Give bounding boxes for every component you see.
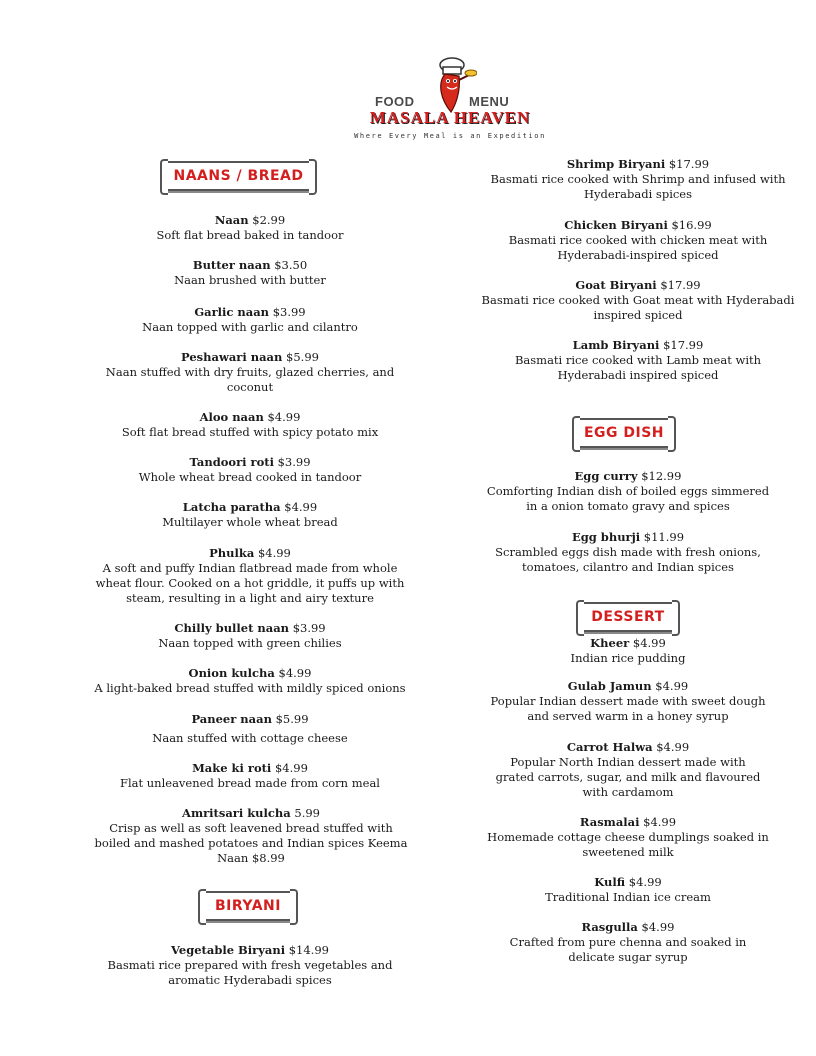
item-name: Make ki roti	[192, 761, 272, 775]
item-desc: Crisp as well as soft leavened bread stuffed with boiled and mashed potatoes and Indian spices Keema Naan $8.99	[94, 821, 408, 865]
item-desc: Naan brushed with butter	[174, 273, 326, 287]
menu-item	[490, 740, 766, 800]
item-name: Peshawari naan	[181, 350, 283, 364]
menu-item	[95, 761, 405, 791]
item-price: $4.99	[655, 679, 689, 693]
item-name: Shrimp Biryani	[566, 157, 666, 171]
item-price: $5.99	[275, 712, 309, 726]
menu-item	[485, 157, 791, 202]
item-desc: Popular Indian dessert made with sweet dough and served warm in a honey syrup	[490, 694, 766, 723]
menu-item	[490, 218, 786, 263]
item-name: Lamb Biryani	[572, 338, 660, 352]
item-price: $4.99	[278, 666, 312, 680]
item-desc: Soft flat bread stuffed with spicy potato mix	[121, 425, 379, 439]
item-desc: Traditional Indian ice cream	[545, 890, 711, 904]
menu-item	[95, 350, 405, 395]
item-name: Rasgulla	[581, 920, 638, 934]
item-desc: Basmati rice prepared with fresh vegetables and aromatic Hyderabadi spices	[107, 958, 393, 987]
item-name: Egg curry	[574, 469, 638, 483]
item-name: Tandoori roti	[189, 455, 274, 469]
item-name: Aloo naan	[199, 410, 264, 424]
menu-item	[95, 455, 405, 485]
menu-item	[95, 305, 405, 335]
item-desc: Basmati rice cooked with Lamb meat with Hyderabadi inspired spiced	[514, 353, 762, 382]
item-desc: Soft flat bread baked in tandoor	[156, 228, 344, 242]
item-price: $11.99	[643, 530, 685, 544]
item-price: 5.99	[294, 806, 320, 820]
item-desc: Whole wheat bread cooked in tandoor	[138, 470, 362, 484]
section-biryani: BIRYANI	[202, 891, 294, 921]
item-desc: Basmati rice cooked with Shrimp and infused with Hyderabadi spices	[490, 172, 786, 201]
item-name: Vegetable Biryani	[171, 943, 286, 957]
item-desc: Scrambled eggs dish made with fresh onions, tomatoes, cilantro and Indian spices	[495, 545, 761, 574]
item-name: Chilly bullet naan	[174, 621, 290, 635]
tagline: Where Every Meal is an Expedition	[354, 132, 546, 140]
item-name: Egg bhurji	[571, 530, 641, 544]
item-desc: A light-baked bread stuffed with mildly spiced onions	[94, 681, 406, 695]
item-name: Paneer naan	[191, 712, 272, 726]
item-desc: Naan topped with green chilies	[158, 636, 342, 650]
item-desc: Popular North Indian dessert made with grated carrots, sugar, and milk and flavoured with cardamom	[495, 755, 761, 799]
item-price: $3.99	[292, 621, 326, 635]
item-name: Rasmalai	[579, 815, 640, 829]
item-desc: Flat unleavened bread made from corn meal	[119, 776, 380, 790]
item-price: $4.99	[643, 815, 677, 829]
item-name: Carrot Halwa	[566, 740, 653, 754]
menu-item	[85, 666, 415, 696]
item-name: Goat Biryani	[575, 278, 657, 292]
item-price: $2.99	[252, 213, 286, 227]
menu-item	[480, 278, 796, 323]
menu-item	[488, 679, 768, 724]
item-price: $4.99	[284, 500, 318, 514]
item-desc: Basmati rice cooked with Goat meat with Hyderabadi inspired spiced	[481, 293, 795, 322]
item-name: Phulka	[209, 546, 255, 560]
menu-word: MENU	[469, 94, 510, 109]
brand-name: MASALA HEAVEN	[369, 108, 531, 127]
menu-item	[480, 338, 796, 383]
item-desc: Indian rice pudding	[570, 651, 686, 665]
menu-item	[95, 712, 405, 746]
item-price: $17.99	[663, 338, 704, 352]
logo-header	[0, 48, 816, 148]
item-desc: Basmati rice cooked with chicken meat with Hyderabadi-inspired spiced	[508, 233, 768, 262]
menu-item	[95, 410, 405, 440]
menu-item	[95, 500, 405, 530]
item-price: $4.99	[628, 875, 662, 889]
item-price: $17.99	[660, 278, 701, 292]
item-desc: Naan stuffed with dry fruits, glazed cherries, and coconut	[105, 365, 395, 394]
item-desc: Naan topped with garlic and cilantro	[142, 320, 358, 334]
section-dessert: DESSERT	[580, 602, 676, 632]
food-word: FOOD	[375, 94, 415, 109]
item-desc: Naan stuffed with cottage cheese	[152, 731, 348, 745]
item-name: Kulfi	[594, 875, 626, 889]
item-desc: Crafted from pure chenna and soaked in delicate sugar syrup	[509, 935, 747, 964]
item-price: $4.99	[274, 761, 308, 775]
item-price: $14.99	[288, 943, 329, 957]
item-price: $4.99	[632, 636, 666, 650]
item-price: $4.99	[267, 410, 301, 424]
section-naans-bread: NAANS / BREAD	[164, 161, 313, 191]
menu-item	[100, 943, 400, 988]
item-price: $4.99	[257, 546, 291, 560]
menu-item	[490, 920, 766, 965]
item-price: $4.99	[656, 740, 690, 754]
section-egg-dish: EGG DISH	[576, 418, 672, 448]
item-desc: Multilayer whole wheat bread	[162, 515, 338, 529]
item-desc: A soft and puffy Indian flatbread made from whole wheat flour. Cooked on a hot griddle, it puffs up with steam, resulting in a light and airy texture	[95, 561, 405, 605]
item-name: Kheer	[590, 636, 630, 650]
menu-item	[480, 469, 776, 514]
item-price: $16.99	[671, 218, 712, 232]
item-price: $3.50	[274, 258, 308, 272]
item-name: Naan	[214, 213, 249, 227]
item-name: Latcha paratha	[182, 500, 281, 514]
item-price: $5.99	[286, 350, 319, 364]
menu-item	[95, 213, 405, 243]
menu-item	[460, 815, 796, 860]
item-name: Chicken Biryani	[564, 218, 668, 232]
menu-item	[95, 546, 405, 606]
item-name: Onion kulcha	[188, 666, 275, 680]
item-price: $3.99	[272, 305, 306, 319]
item-name: Garlic naan	[194, 305, 270, 319]
item-desc: Homemade cottage cheese dumplings soaked in sweetened milk	[487, 830, 769, 859]
menu-item	[490, 636, 766, 666]
menu-item	[490, 875, 766, 905]
menu-item	[490, 530, 766, 575]
menu-item	[93, 806, 409, 866]
menu-item	[95, 621, 405, 651]
item-name: Gulab Jamun	[567, 679, 652, 693]
item-name: Amritsari kulcha	[182, 806, 291, 820]
item-price: $3.99	[277, 455, 311, 469]
item-desc: Comforting Indian dish of boiled eggs simmered in a onion tomato gravy and spices	[486, 484, 770, 513]
item-price: $12.99	[641, 469, 682, 483]
item-price: $4.99	[641, 920, 675, 934]
item-name: Butter naan	[192, 258, 271, 272]
menu-item	[95, 258, 405, 288]
item-price: $17.99	[668, 157, 710, 171]
